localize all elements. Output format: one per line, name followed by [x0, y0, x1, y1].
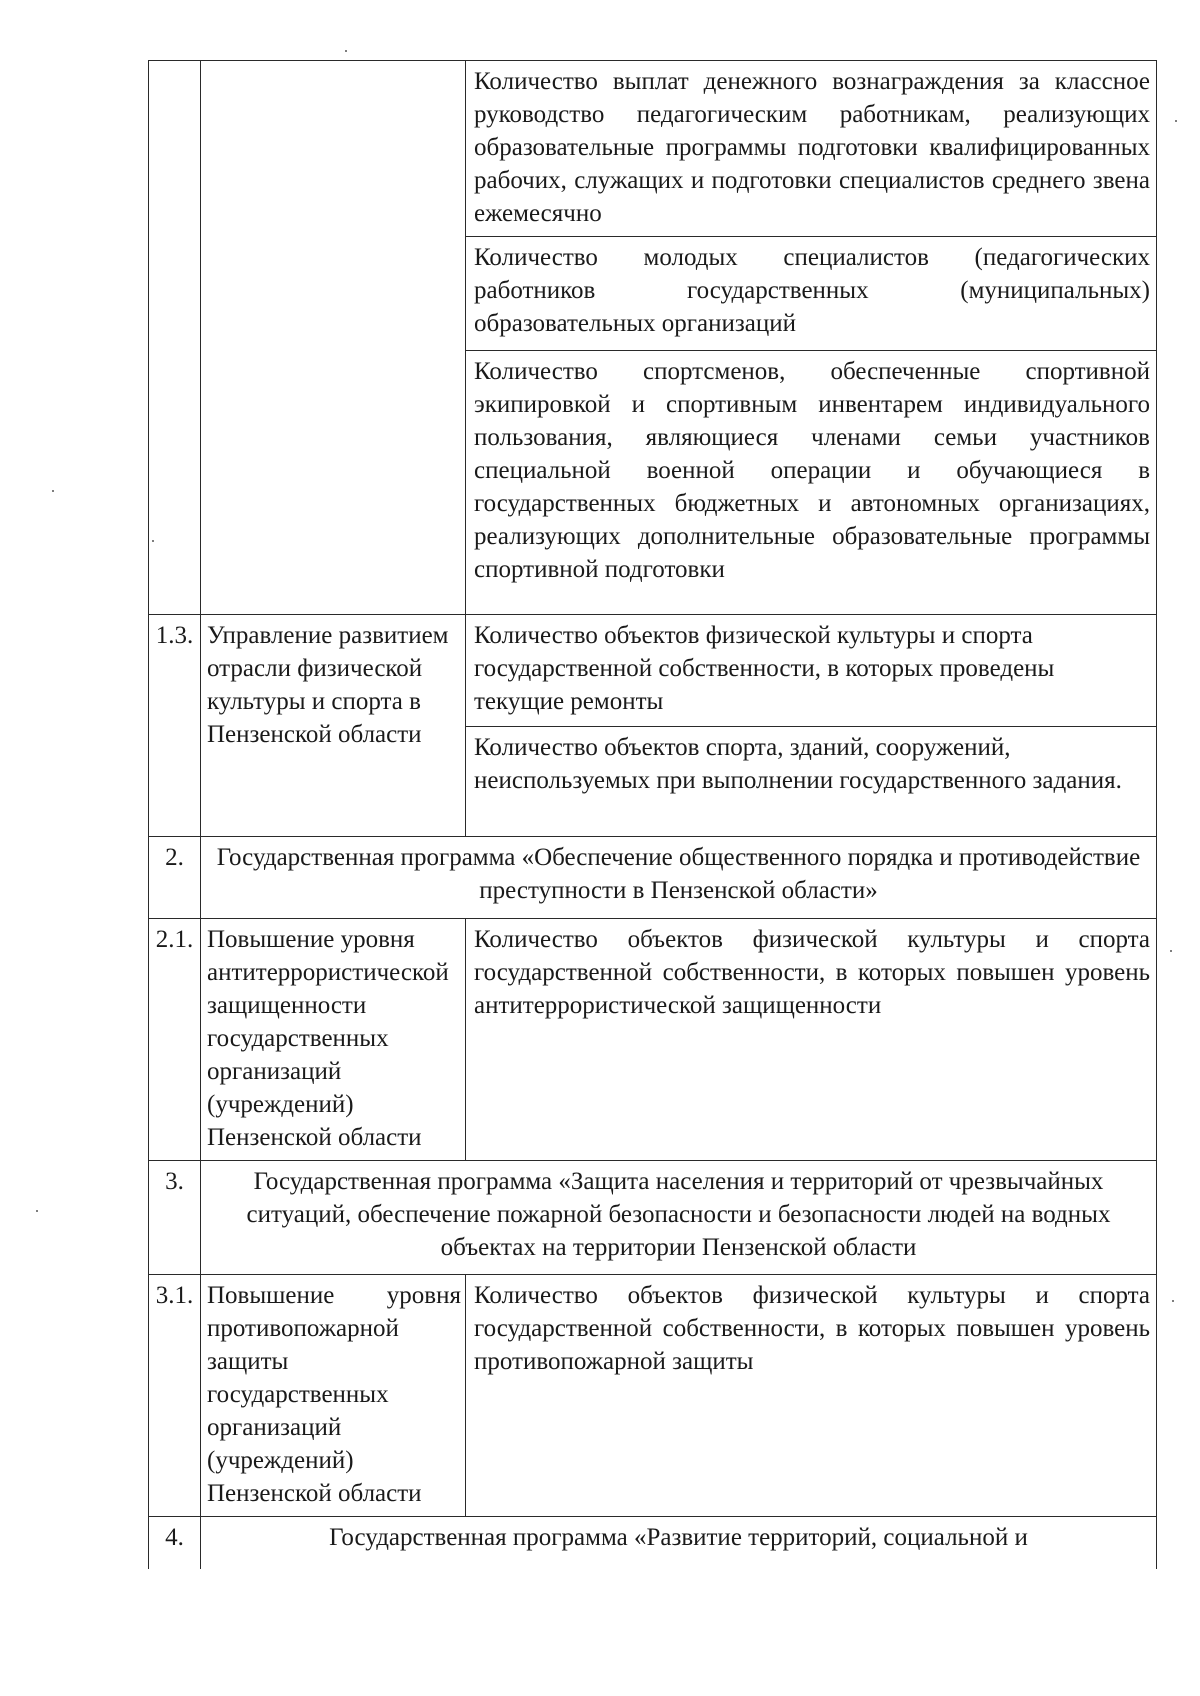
measure-name-cell: [201, 61, 466, 615]
program-row: [149, 837, 1157, 919]
program-row: [149, 1517, 1157, 1569]
program-number-cell: 2.: [149, 837, 201, 919]
table-row: [149, 919, 1157, 1161]
indicator-cell: Количество объектов физической культуры и спорта государственной собственности, в которых повышен уровень антитеррористической защищенности: [466, 919, 1157, 1161]
measure-name-cell: Повышение уровня антитеррористической защищенности государственных организаций (учреждений) Пензенской области: [201, 919, 466, 1161]
indicator-cell: Количество молодых специалистов (педагогических работников государственных (муниципальных) образовательных организаций: [466, 237, 1157, 351]
scan-speck: [52, 490, 54, 492]
table-row: [149, 61, 1157, 237]
measure-name-cell: Управление развитием отрасли физической культуры и спорта в Пензенской области: [201, 615, 466, 837]
program-title: Государственная программа «Защита населения и территорий от чрезвычайных ситуаций, обеспечение пожарной безопасности и безопасности людей на водных объектах на территории Пензенской области: [246, 1168, 1111, 1261]
row-number-cell: 2.1.: [149, 919, 201, 1161]
program-number-cell: 3.: [149, 1161, 201, 1275]
indicator-cell: Количество спортсменов, обеспеченные спортивной экипировкой и спортивным инвентарем индивидуального пользования, являющиеся членами семьи участников специальной военной операции и обучающиеся в государственных бюджетных и автономных организациях, реализующих дополнительные образовательные программы спортивной подготовки: [466, 351, 1157, 615]
scan-speck: [152, 540, 154, 542]
scan-speck: [36, 1210, 38, 1212]
program-row: [149, 1161, 1157, 1275]
program-title: Государственная программа «Обеспечение общественного порядка и противодействие преступности в Пензенской области»: [216, 844, 1141, 904]
indicator-cell: Количество объектов физической культуры и спорта государственной собственности, в которых проведены текущие ремонты: [466, 615, 1157, 727]
table-row: [149, 615, 1157, 727]
indicator-cell: Количество выплат денежного вознаграждения за классное руководство педагогическим работникам, реализующих образовательные программы подготовки квалифицированных рабочих, служащих и подготовки специалистов среднего звена ежемесячно: [466, 61, 1157, 237]
table-row: [149, 1275, 1157, 1517]
scan-speck: [345, 50, 347, 52]
measure-name-cell: Повышение уровня противопожарной защиты государственных организаций (учреждений) Пензенской области: [201, 1275, 466, 1517]
row-number-cell: [149, 61, 201, 615]
indicators-table: [148, 60, 1157, 1569]
indicator-cell: Количество объектов спорта, зданий, сооружений, неиспользуемых при выполнении государственного задания.: [466, 727, 1157, 837]
scan-speck: [1175, 120, 1177, 122]
program-title: Государственная программа «Развитие территорий, социальной и: [329, 1524, 1028, 1551]
row-number-cell: 1.3.: [149, 615, 201, 837]
program-title-cell: [201, 1517, 1157, 1569]
indicator-cell: Количество объектов физической культуры и спорта государственной собственности, в которых повышен уровень противопожарной защиты: [466, 1275, 1157, 1517]
row-number-cell: 3.1.: [149, 1275, 201, 1517]
scan-speck: [1170, 950, 1172, 952]
program-title-cell: [201, 1161, 1157, 1275]
program-title-cell: [201, 837, 1157, 919]
program-number-cell: 4.: [149, 1517, 201, 1569]
scan-speck: [1172, 1300, 1174, 1302]
